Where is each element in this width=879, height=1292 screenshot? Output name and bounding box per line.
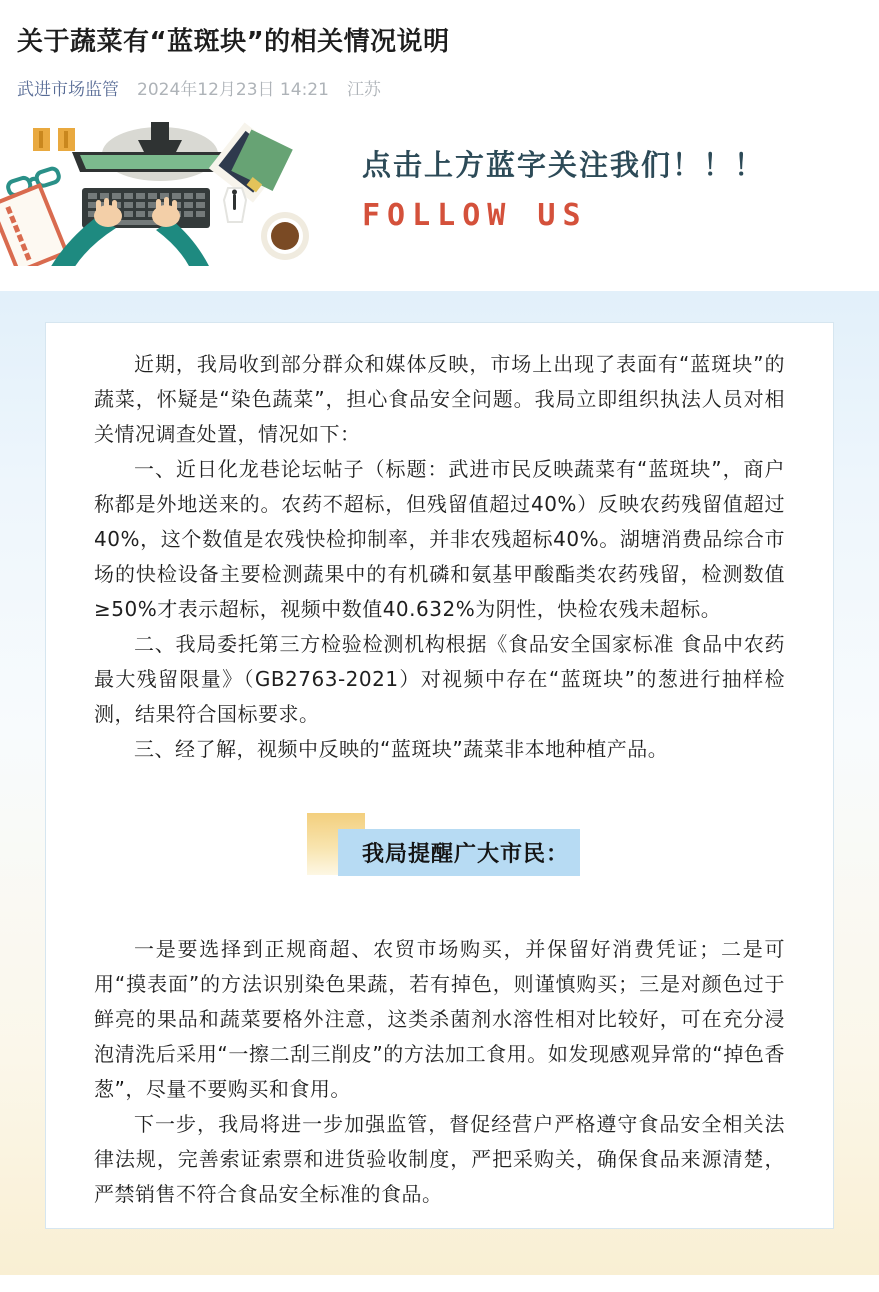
mouse-icon bbox=[224, 188, 246, 222]
banner-cta-text[interactable]: 点击上方蓝字关注我们！！！ bbox=[362, 147, 766, 182]
article-paragraph: 下一步，我局将进一步加强监管，督促经营户严格遵守食品安全相关法律法规，完善索证索票和进货验收制度，严把采购关，确保食品来源清楚，严禁销售不符合食品安全标准的食品。 bbox=[94, 1111, 785, 1206]
byline bbox=[17, 75, 862, 100]
article-card bbox=[45, 322, 834, 1229]
account-name-link[interactable]: 武进市场监管 bbox=[17, 79, 119, 100]
article-paragraph: 一、近日化龙巷论坛帖子（标题：武进市民反映蔬菜有“蓝斑块”，商户称都是外地送来的。农药不超标，但残留值超过40%）反映农药残留值超过40%，这个数值是农残快检抑制率，并非农残超标40%。湖塘消费品综合市场的快检设备主要检测蔬果中的有机磷和氨基甲酸酯类农药残留，检测数值≥50%才表示超标，视频中数值40.632%为阴性，快检农残未超标。 bbox=[94, 456, 785, 621]
reminder-box bbox=[338, 829, 580, 876]
coffee-cup-icon bbox=[261, 212, 309, 260]
article-paragraph: 一是要选择到正规商超、农贸市场购买，并保留好消费凭证；二是可用“摸表面”的方法识别染色果蔬，若有掉色，则谨慎购买；三是对颜色过于鲜亮的果品和蔬菜要格外注意，这类杀菌剂水溶性相对比较好，可在充分浸泡清洗后采用“一擦二刮三削皮”的方法加工食用。如发现感观异常的“掉色香葱”，尽量不要购买和食用。 bbox=[94, 936, 785, 1101]
article-body-section bbox=[0, 291, 879, 1275]
article-header bbox=[0, 0, 879, 100]
publish-region: 江苏 bbox=[346, 79, 381, 100]
banner-text-block bbox=[362, 143, 765, 239]
reminder-label: 我局提醒广大市民： bbox=[362, 841, 570, 867]
book-stack-icon bbox=[209, 116, 300, 208]
article-paragraph: 二、我局委托第三方检验检测机构根据《食品安全国家标准 食品中农药最大残留限量》（GB2763-2021）对视频中存在“蓝斑块”的葱进行抽样检测，结果符合国标要求。 bbox=[94, 631, 785, 726]
sticky-notes-icon bbox=[33, 128, 75, 151]
notebook-icon bbox=[0, 185, 66, 266]
page-title: 关于蔬菜有“蓝斑块”的相关情况说明 bbox=[17, 27, 450, 57]
article-paragraph: 三、经了解，视频中反映的“蓝斑块”蔬菜非本地种植产品。 bbox=[134, 736, 669, 761]
reminder-highlight bbox=[338, 829, 580, 876]
follow-us-text: FOLLOW US bbox=[362, 197, 588, 233]
publish-datetime: 2024年12月23日 14:21 bbox=[137, 79, 329, 100]
article-paragraph: 近期，我局收到部分群众和媒体反映，市场上出现了表面有“蓝斑块”的蔬菜，怀疑是“染色蔬菜”，担心食品安全问题。我局立即组织执法人员对相关情况调查处置，情况如下： bbox=[94, 351, 785, 446]
desk-workspace-illustration bbox=[0, 116, 330, 266]
follow-us-banner bbox=[0, 116, 879, 266]
